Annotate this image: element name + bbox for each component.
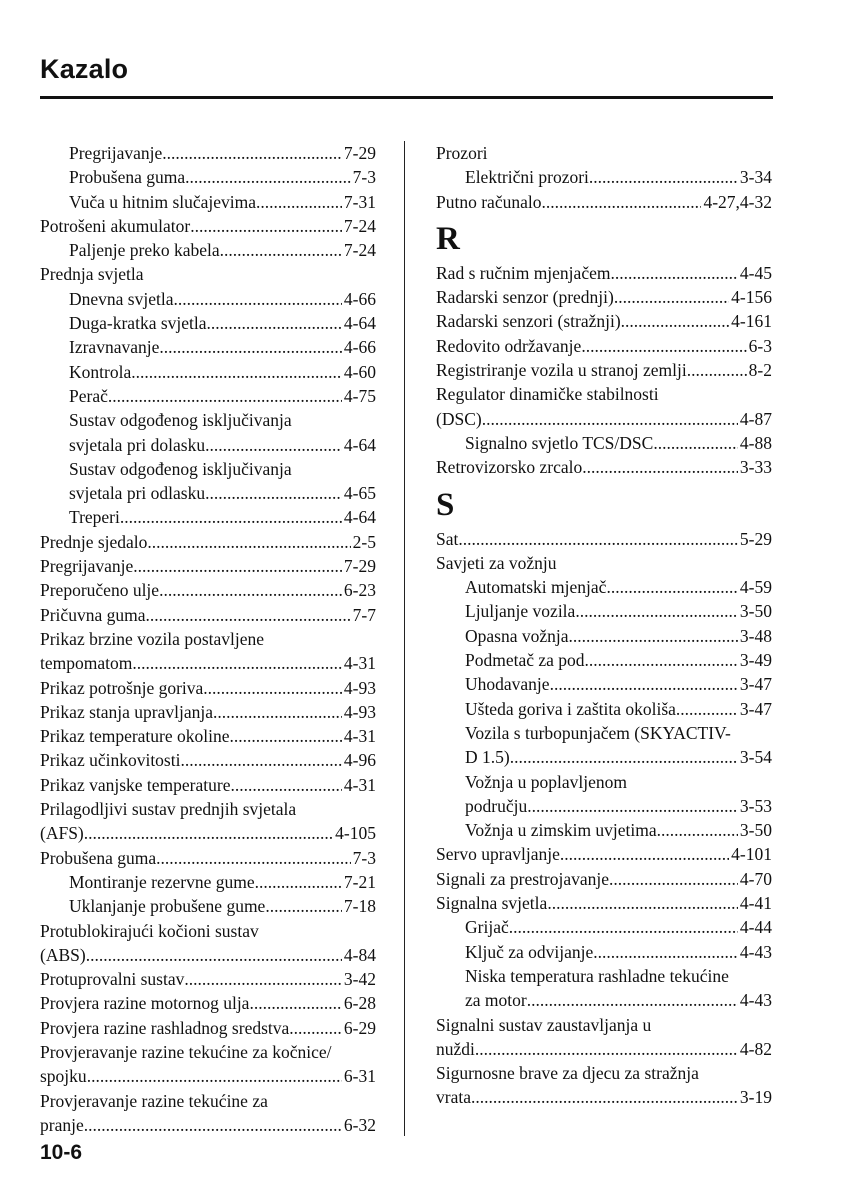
dot-leader xyxy=(509,915,738,939)
entry-text: Prikaz vanjske temperature xyxy=(40,774,231,795)
dot-leader xyxy=(560,842,729,866)
entry-text: Paljenje preko kabela xyxy=(69,240,220,261)
entry-text: Redovito održavanje xyxy=(436,335,582,356)
dot-leader xyxy=(159,578,342,602)
entry-text: Ključ za odvijanje xyxy=(465,941,594,962)
entry-page: 3-50 xyxy=(739,820,772,841)
index-entry xyxy=(40,821,376,845)
entry-page: 7-7 xyxy=(352,604,376,625)
entry-page: 7-29 xyxy=(343,556,376,577)
dot-leader xyxy=(84,1113,342,1137)
entry-page: 3-53 xyxy=(739,795,772,816)
entry-page: 4-64 xyxy=(343,434,376,455)
index-subentry xyxy=(436,818,772,842)
entry-text: tempomatom xyxy=(40,653,133,674)
entry-page: 4-75 xyxy=(343,385,376,406)
entry-text: Prikaz potrošnje goriva xyxy=(40,677,204,698)
entry-text: Izravnavanje xyxy=(69,337,160,358)
entry-text: Signali za prestrojavanje xyxy=(436,868,609,889)
entry-page: 3-34 xyxy=(739,167,772,188)
entry-text: Kontrola xyxy=(69,361,132,382)
index-entry xyxy=(436,261,772,285)
entry-page: 6-29 xyxy=(343,1017,376,1038)
index-subentry xyxy=(40,311,376,335)
index-entry xyxy=(436,1013,772,1037)
index-entry xyxy=(40,530,376,554)
index-subentry xyxy=(436,745,772,769)
entry-page: 4-66 xyxy=(343,288,376,309)
entry-page: 3-19 xyxy=(739,1087,772,1108)
entry-page: 3-47 xyxy=(739,698,772,719)
index-subentry xyxy=(40,481,376,505)
entry-text: Signalna svjetla xyxy=(436,893,548,914)
dot-leader xyxy=(185,165,351,189)
index-subentry xyxy=(40,165,376,189)
index-subentry xyxy=(436,431,772,455)
entry-text: (ABS) xyxy=(40,944,86,965)
entry-page: 4-101 xyxy=(731,844,772,865)
index-entry xyxy=(40,578,376,602)
index-subentry xyxy=(40,505,376,529)
entry-page: 7-24 xyxy=(343,215,376,236)
index-entry xyxy=(40,214,376,238)
entry-text: Duga-kratka svjetla xyxy=(69,313,207,334)
entry-page: 7-24 xyxy=(343,240,376,261)
entry-page: 4-105 xyxy=(335,823,376,844)
dot-leader xyxy=(510,745,738,769)
dot-leader xyxy=(610,261,737,285)
index-entry xyxy=(40,919,376,943)
dot-leader xyxy=(162,141,342,165)
index-entry xyxy=(40,627,376,651)
entry-text: Sigurnosne brave za djecu za stražnja xyxy=(436,1063,699,1084)
index-entry xyxy=(40,554,376,578)
entry-text: Servo upravljanje xyxy=(436,844,560,865)
dot-leader xyxy=(676,697,738,721)
entry-text: Prikaz učinkovitosti xyxy=(40,750,181,771)
index-subentry xyxy=(436,794,772,818)
index-entry xyxy=(40,773,376,797)
dot-leader xyxy=(249,991,341,1015)
entry-page: 6-3 xyxy=(748,335,772,356)
entry-page: 4-93 xyxy=(343,677,376,698)
index-entry xyxy=(40,943,376,967)
entry-text: Vožnja u zimskim uvjetima xyxy=(465,820,657,841)
entry-text: Montiranje rezervne gume xyxy=(69,871,255,892)
entry-page: 4-82 xyxy=(739,1038,772,1059)
dot-leader xyxy=(207,311,342,335)
entry-text: Ušteda goriva i zaštita okoliša xyxy=(465,698,676,719)
entry-page: 4-43 xyxy=(739,941,772,962)
page-title: Kazalo xyxy=(40,54,129,84)
entry-page: 3-49 xyxy=(739,650,772,671)
entry-text: za motor xyxy=(465,990,527,1011)
entry-page: 4-70 xyxy=(739,868,772,889)
index-subentry xyxy=(436,648,772,672)
entry-page: 4-31 xyxy=(343,774,376,795)
index-entry xyxy=(40,748,376,772)
entry-page: 5-29 xyxy=(739,528,772,549)
index-subentry xyxy=(436,770,772,794)
dot-leader xyxy=(133,554,342,578)
index-entry xyxy=(436,867,772,891)
dot-leader xyxy=(87,1064,342,1088)
dot-leader xyxy=(475,1037,738,1061)
index-left-column xyxy=(40,141,376,1137)
page-number: 10-6 xyxy=(40,1141,83,1164)
index-entry xyxy=(40,262,376,286)
entry-page: 4-59 xyxy=(739,577,772,598)
index-entry xyxy=(40,676,376,700)
entry-text: Potrošeni akumulator xyxy=(40,215,191,236)
dot-leader xyxy=(471,1085,738,1109)
entry-text: vrata xyxy=(436,1087,471,1108)
dot-leader xyxy=(180,748,341,772)
entry-page: 4-65 xyxy=(343,483,376,504)
dot-leader xyxy=(159,335,342,359)
dot-leader xyxy=(593,940,738,964)
entry-text: Radarski senzori (stražnji) xyxy=(436,311,621,332)
entry-text: spojku xyxy=(40,1066,87,1087)
entry-page: 4-27,4-32 xyxy=(703,191,772,212)
entry-page: 4-45 xyxy=(739,262,772,283)
entry-text: području xyxy=(465,795,528,816)
index-entry xyxy=(40,797,376,821)
index-entry xyxy=(40,603,376,627)
dot-leader xyxy=(569,624,738,648)
entry-page: 3-48 xyxy=(739,625,772,646)
index-entry xyxy=(40,700,376,724)
dot-leader xyxy=(86,943,342,967)
entry-page: 7-18 xyxy=(343,896,376,917)
entry-text: Prilagodljivi sustav prednjih svjetala xyxy=(40,799,297,820)
dot-leader xyxy=(156,846,351,870)
index-subentry xyxy=(436,165,772,189)
entry-page: 3-54 xyxy=(739,747,772,768)
index-entry xyxy=(436,551,772,575)
index-entry xyxy=(40,1040,376,1064)
dot-leader xyxy=(585,648,738,672)
entry-text: Automatski mjenjač xyxy=(465,577,607,598)
entry-page: 6-28 xyxy=(343,993,376,1014)
entry-text: Sustav odgođenog isključivanja xyxy=(69,458,292,479)
index-subentry xyxy=(436,599,772,623)
entry-text: Pregrijavanje xyxy=(69,143,163,163)
dot-leader xyxy=(687,358,747,382)
entry-text: Prikaz stanja upravljanja xyxy=(40,701,213,722)
entry-text: Rad s ručnim mjenjačem xyxy=(436,262,611,283)
index-subentry xyxy=(436,721,772,745)
entry-text: Vozila s turbopunjačem (SKYACTIV- xyxy=(465,722,731,743)
dot-leader xyxy=(581,334,746,358)
dot-leader xyxy=(230,773,341,797)
index-subentry xyxy=(436,988,772,1012)
entry-text: Prikaz brzine vozila postavljene xyxy=(40,628,265,649)
dot-leader xyxy=(145,603,350,627)
entry-page: 4-64 xyxy=(343,507,376,528)
index-entry xyxy=(40,724,376,748)
dot-leader xyxy=(547,891,738,915)
dot-leader xyxy=(108,384,342,408)
entry-page: 4-43 xyxy=(739,990,772,1011)
entry-text: Prednje sjedalo xyxy=(40,531,148,552)
index-subentry xyxy=(40,190,376,214)
entry-page: 3-33 xyxy=(739,457,772,478)
entry-text: Grijač xyxy=(465,917,509,938)
index-entry xyxy=(436,334,772,358)
dot-leader xyxy=(589,165,738,189)
dot-leader xyxy=(482,407,738,431)
entry-text: Registriranje vozila u stranoj zemlji xyxy=(436,360,687,381)
dot-leader xyxy=(265,894,342,918)
dot-leader xyxy=(213,700,342,724)
index-right-column xyxy=(436,141,772,1110)
index-subentry xyxy=(436,940,772,964)
dot-leader xyxy=(203,676,342,700)
entry-text: Niska temperatura rashladne tekućine xyxy=(465,965,729,986)
entry-text: Radarski senzor (prednji) xyxy=(436,287,614,308)
dot-leader xyxy=(205,481,342,505)
index-entry xyxy=(436,1085,772,1109)
entry-text: Protuprovalni sustav xyxy=(40,969,185,990)
entry-text: (DSC) xyxy=(436,408,482,429)
entry-text: Perač xyxy=(69,385,108,406)
entry-page: 7-29 xyxy=(343,143,376,163)
entry-text: nuždi xyxy=(436,1038,475,1059)
index-subentry xyxy=(40,870,376,894)
index-entry xyxy=(436,527,772,551)
entry-text: Pregrijavanje xyxy=(40,556,134,577)
entry-page: 4-44 xyxy=(739,917,772,938)
entry-page: 8-2 xyxy=(748,360,772,381)
entry-text: Signalno svjetlo TCS/DSC xyxy=(465,432,654,453)
index-subentry xyxy=(436,915,772,939)
entry-page: 3-42 xyxy=(343,969,376,990)
entry-text: Sustav odgođenog isključivanja xyxy=(69,410,292,431)
dot-leader xyxy=(458,527,738,551)
index-entry xyxy=(436,455,772,479)
index-subentry xyxy=(40,238,376,262)
index-entry xyxy=(40,967,376,991)
entry-text: Vuča u hitnim slučajevima xyxy=(69,191,257,212)
entry-text: Putno računalo xyxy=(436,191,542,212)
index-entry xyxy=(40,1064,376,1088)
entry-page: 4-161 xyxy=(731,311,772,332)
index-entry xyxy=(40,651,376,675)
entry-text: Retrovizorsko zrcalo xyxy=(436,457,583,478)
entry-page: 6-32 xyxy=(343,1114,376,1135)
column-divider xyxy=(404,141,405,1136)
index-subentry xyxy=(436,672,772,696)
entry-page: 4-88 xyxy=(739,432,772,453)
index-subentry xyxy=(40,433,376,457)
entry-page: 3-47 xyxy=(739,674,772,695)
entry-text: Savjeti za vožnju xyxy=(436,552,557,573)
entry-text: Provjera razine rashladnog sredstva xyxy=(40,1017,290,1038)
index-subentry xyxy=(40,141,376,165)
entry-page: 7-3 xyxy=(352,847,376,868)
entry-text: (AFS) xyxy=(40,823,84,844)
dot-leader xyxy=(653,431,738,455)
entry-text: Dnevna svjetla xyxy=(69,288,174,309)
entry-page: 4-66 xyxy=(343,337,376,358)
index-subentry xyxy=(40,894,376,918)
index-entry xyxy=(436,382,772,406)
index-entry xyxy=(436,891,772,915)
entry-page: 4-93 xyxy=(343,701,376,722)
index-entry xyxy=(436,358,772,382)
dot-leader xyxy=(289,1016,342,1040)
dot-leader xyxy=(230,724,342,748)
entry-page: 7-31 xyxy=(343,191,376,212)
entry-text: Uhodavanje xyxy=(465,674,550,695)
entry-page: 4-41 xyxy=(739,893,772,914)
dot-leader xyxy=(190,214,342,238)
entry-page: 6-31 xyxy=(343,1066,376,1087)
entry-text: Prikaz temperature okoline xyxy=(40,726,230,747)
entry-text: Preporučeno ulje xyxy=(40,580,160,601)
index-entry xyxy=(436,285,772,309)
dot-leader xyxy=(582,455,738,479)
entry-text: Ljuljanje vozila xyxy=(465,601,576,622)
entry-text: Protublokirajući kočioni sustav xyxy=(40,920,259,941)
entry-text: Provjera razine motornog ulja xyxy=(40,993,250,1014)
index-subentry xyxy=(436,964,772,988)
entry-text: svjetala pri odlasku xyxy=(69,483,206,504)
entry-page: 7-21 xyxy=(343,871,376,892)
entry-page: 3-50 xyxy=(739,601,772,622)
index-subentry xyxy=(40,457,376,481)
entry-page: 4-60 xyxy=(343,361,376,382)
entry-text: Signalni sustav zaustavljanja u xyxy=(436,1014,652,1035)
dot-leader xyxy=(256,190,342,214)
dot-leader xyxy=(621,309,730,333)
entry-text: Uklanjanje probušene gume xyxy=(69,896,266,917)
index-entry xyxy=(40,1016,376,1040)
dot-leader xyxy=(220,238,342,262)
entry-text: Probušena guma xyxy=(40,847,157,868)
index-entry xyxy=(40,1089,376,1113)
index-entry xyxy=(436,842,772,866)
entry-page: 2-5 xyxy=(352,531,376,552)
dot-leader xyxy=(255,870,342,894)
entry-page: 4-156 xyxy=(731,287,772,308)
dot-leader xyxy=(120,505,342,529)
entry-text: Probušena guma xyxy=(69,167,186,188)
index-subentry xyxy=(436,624,772,648)
dot-leader xyxy=(173,287,341,311)
index-entry xyxy=(436,407,772,431)
entry-text: Podmetač za pod xyxy=(465,650,585,671)
entry-text: Prozori xyxy=(436,143,488,163)
index-entry xyxy=(436,1037,772,1061)
index-entry xyxy=(40,846,376,870)
entry-page: 4-84 xyxy=(343,944,376,965)
index-subentry xyxy=(436,697,772,721)
index-entry xyxy=(436,309,772,333)
dot-leader xyxy=(84,821,333,845)
dot-leader xyxy=(527,794,738,818)
entry-text: Provjeravanje razine tekućine za kočnice/ xyxy=(40,1041,332,1062)
entry-text: Regulator dinamičke stabilnosti xyxy=(436,384,659,405)
dot-leader xyxy=(132,651,342,675)
dot-leader xyxy=(541,190,701,214)
index-subentry xyxy=(40,287,376,311)
index-entry xyxy=(436,190,772,214)
entry-page: 4-64 xyxy=(343,313,376,334)
dot-leader xyxy=(205,433,342,457)
index-entry xyxy=(436,141,772,165)
entry-text: Opasna vožnja xyxy=(465,625,569,646)
entry-page: 7-3 xyxy=(352,167,376,188)
index-subentry xyxy=(40,408,376,432)
index-entry xyxy=(436,1061,772,1085)
section-letter: S xyxy=(436,486,455,523)
index-subentry xyxy=(40,335,376,359)
dot-leader xyxy=(550,672,738,696)
entry-text: Sat xyxy=(436,528,459,549)
dot-leader xyxy=(609,867,738,891)
header-rule xyxy=(40,96,773,99)
entry-page: 4-87 xyxy=(739,408,772,429)
dot-leader xyxy=(184,967,342,991)
dot-leader xyxy=(527,988,738,1012)
entry-page: 6-23 xyxy=(343,580,376,601)
entry-page: 4-96 xyxy=(343,750,376,771)
entry-text: Provjeravanje razine tekućine za xyxy=(40,1090,268,1111)
entry-text: pranje xyxy=(40,1114,84,1135)
index-subentry xyxy=(436,575,772,599)
entry-text: svjetala pri dolasku xyxy=(69,434,206,455)
index-entry xyxy=(40,1113,376,1137)
dot-leader xyxy=(657,818,738,842)
dot-leader xyxy=(606,575,737,599)
index-subentry xyxy=(40,384,376,408)
entry-page: 4-31 xyxy=(343,653,376,674)
section-letter: R xyxy=(436,220,460,257)
dot-leader xyxy=(147,530,350,554)
dot-leader xyxy=(614,285,729,309)
entry-text: Vožnja u poplavljenom xyxy=(465,771,628,792)
entry-page: 4-31 xyxy=(343,726,376,747)
entry-text: Pričuvna guma xyxy=(40,604,146,625)
entry-text: Treperi xyxy=(69,507,120,528)
entry-text: D 1.5) xyxy=(465,747,510,768)
entry-text: Električni prozori xyxy=(465,167,589,188)
dot-leader xyxy=(575,599,738,623)
index-entry xyxy=(40,991,376,1015)
dot-leader xyxy=(131,360,342,384)
entry-text: Prednja svjetla xyxy=(40,264,144,285)
index-subentry xyxy=(40,360,376,384)
